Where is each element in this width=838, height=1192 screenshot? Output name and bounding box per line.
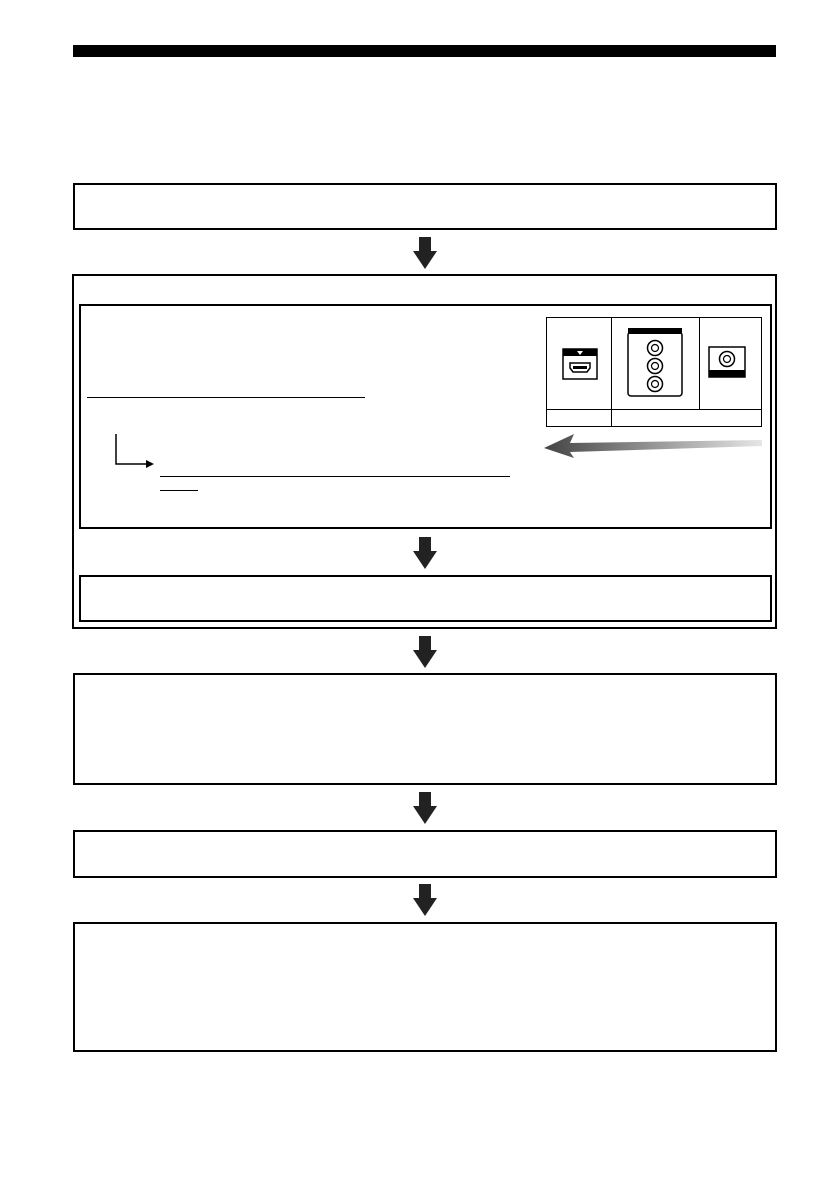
sub-link[interactable] [160, 462, 510, 476]
step-3-box [79, 575, 772, 622]
sub-link-underline-1 [160, 476, 510, 477]
connect-link[interactable] [87, 384, 365, 398]
down-arrow-icon [413, 537, 437, 569]
step-4-box [73, 673, 777, 785]
down-arrow-icon [413, 237, 437, 269]
step-5-box [73, 830, 777, 878]
heading-bar [73, 45, 776, 57]
step-6-box [73, 922, 777, 1052]
corner-arrow-icon [110, 432, 160, 472]
composite-av-jacks-icon [627, 326, 683, 398]
down-arrow-icon [413, 884, 437, 916]
down-arrow-icon [413, 636, 437, 668]
page-title [73, 70, 776, 100]
connect-link-underline [87, 397, 365, 398]
hdmi-port-icon [562, 348, 598, 380]
coaxial-port-icon [708, 346, 746, 378]
left-pointing-arrow-icon [542, 430, 764, 460]
connector-panel [546, 317, 762, 427]
sub-link-underline-2 [160, 490, 198, 491]
down-arrow-icon [413, 792, 437, 824]
step-1-box [73, 183, 777, 230]
